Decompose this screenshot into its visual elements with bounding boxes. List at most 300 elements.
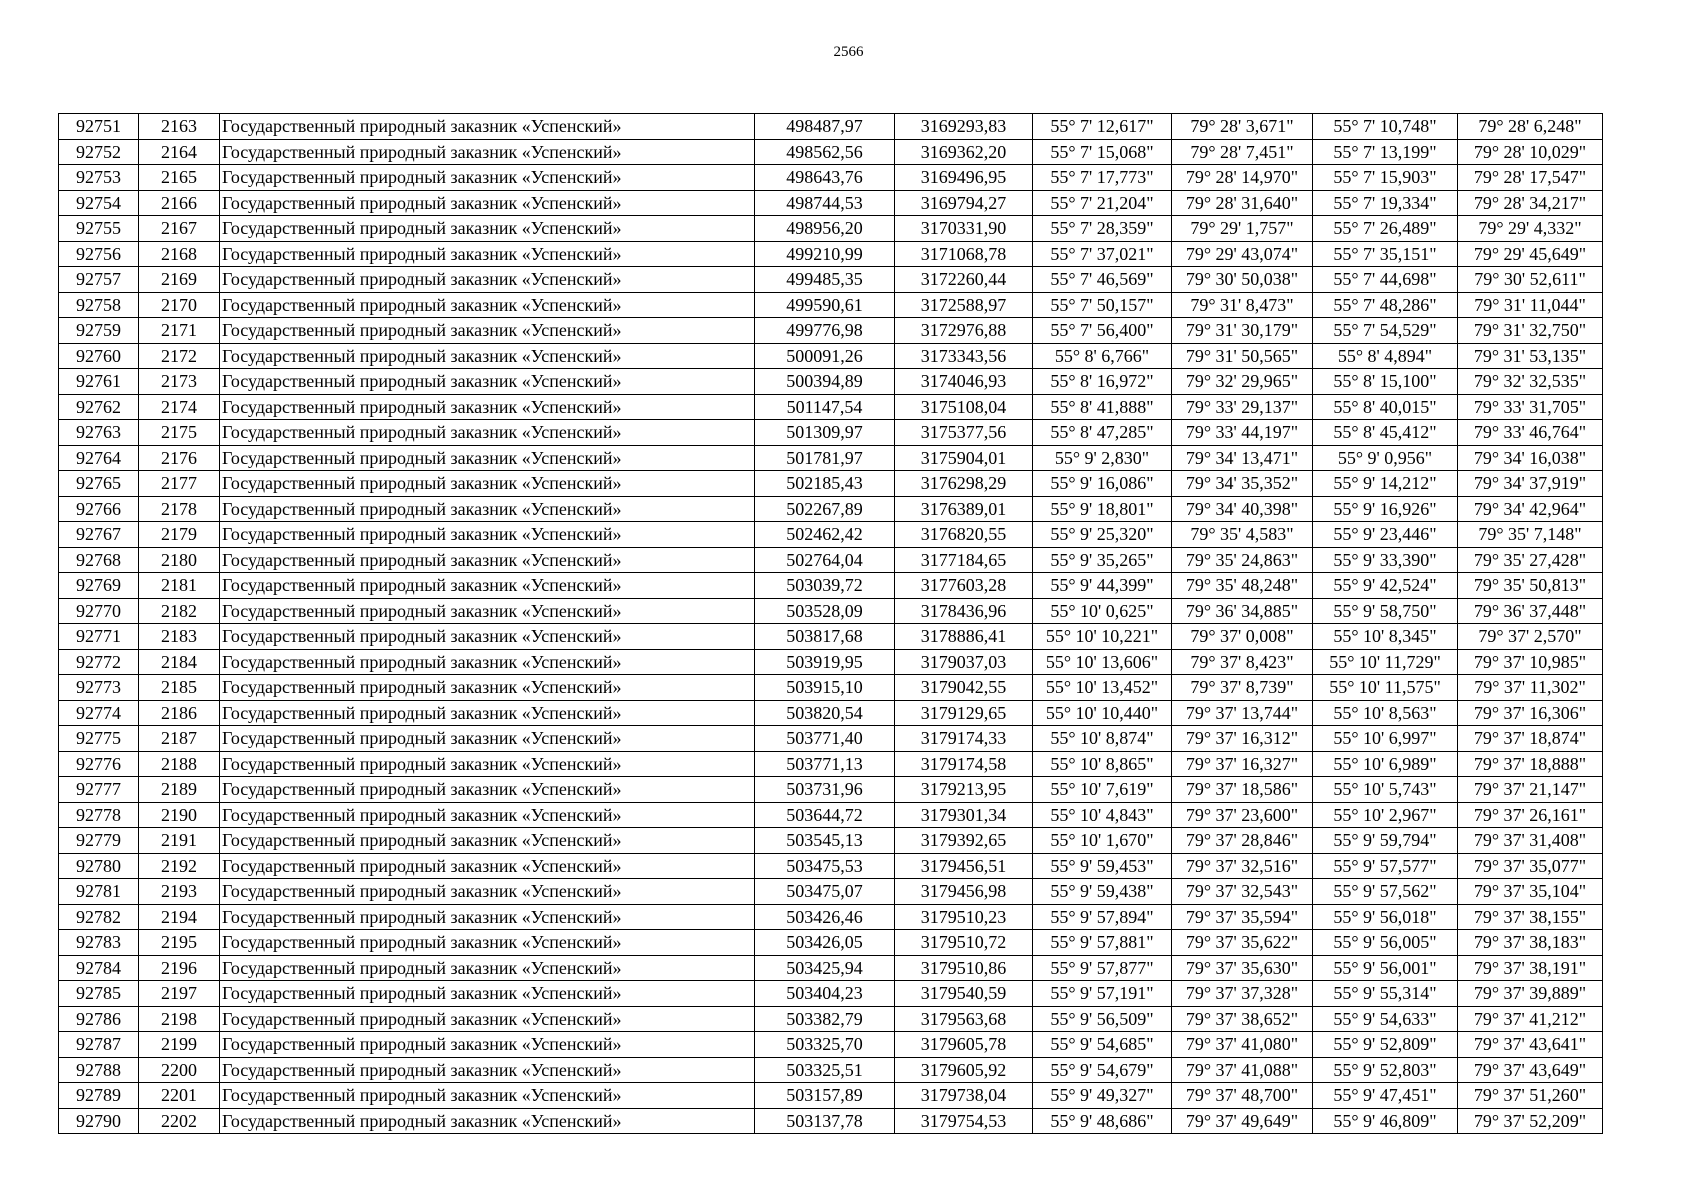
x-coordinate-cell: 503475,07 — [755, 879, 895, 905]
latitude-2-cell: 55° 9' 23,446" — [1313, 522, 1458, 548]
row-number-cell: 92761 — [59, 369, 139, 395]
table-row — [59, 318, 1603, 344]
y-coordinate-cell: 3176298,29 — [895, 471, 1033, 497]
table-row — [59, 1083, 1603, 1109]
latitude-1-cell: 55° 7' 17,773" — [1033, 165, 1172, 191]
latitude-1-cell: 55° 10' 10,440" — [1033, 700, 1172, 726]
x-coordinate-cell: 503426,05 — [755, 930, 895, 956]
longitude-1-cell: 79° 37' 35,630" — [1172, 955, 1313, 981]
table-row — [59, 1006, 1603, 1032]
latitude-1-cell: 55° 9' 59,438" — [1033, 879, 1172, 905]
latitude-2-cell: 55° 7' 48,286" — [1313, 292, 1458, 318]
table-row — [59, 981, 1603, 1007]
territory-name-cell: Государственный природный заказник «Успенский» — [220, 853, 755, 879]
table-row — [59, 879, 1603, 905]
longitude-1-cell: 79° 34' 40,398" — [1172, 496, 1313, 522]
y-coordinate-cell: 3176820,55 — [895, 522, 1033, 548]
longitude-1-cell: 79° 37' 35,594" — [1172, 904, 1313, 930]
row-number-cell: 92781 — [59, 879, 139, 905]
table-row — [59, 853, 1603, 879]
longitude-1-cell: 79° 36' 34,885" — [1172, 598, 1313, 624]
point-number-cell: 2186 — [139, 700, 220, 726]
longitude-2-cell: 79° 30' 52,611" — [1458, 267, 1603, 293]
point-number-cell: 2184 — [139, 649, 220, 675]
table-row — [59, 241, 1603, 267]
latitude-2-cell: 55° 9' 55,314" — [1313, 981, 1458, 1007]
longitude-1-cell: 79° 35' 48,248" — [1172, 573, 1313, 599]
latitude-2-cell: 55° 7' 26,489" — [1313, 216, 1458, 242]
latitude-2-cell: 55° 9' 58,750" — [1313, 598, 1458, 624]
latitude-2-cell: 55° 7' 13,199" — [1313, 139, 1458, 165]
latitude-1-cell: 55° 9' 57,894" — [1033, 904, 1172, 930]
longitude-2-cell: 79° 37' 38,191" — [1458, 955, 1603, 981]
table-row — [59, 1108, 1603, 1134]
table-row — [59, 496, 1603, 522]
y-coordinate-cell: 3179510,23 — [895, 904, 1033, 930]
latitude-1-cell: 55° 10' 7,619" — [1033, 777, 1172, 803]
latitude-1-cell: 55° 9' 35,265" — [1033, 547, 1172, 573]
row-number-cell: 92777 — [59, 777, 139, 803]
x-coordinate-cell: 503771,13 — [755, 751, 895, 777]
latitude-1-cell: 55° 10' 13,452" — [1033, 675, 1172, 701]
latitude-2-cell: 55° 9' 46,809" — [1313, 1108, 1458, 1134]
x-coordinate-cell: 503039,72 — [755, 573, 895, 599]
longitude-2-cell: 79° 37' 52,209" — [1458, 1108, 1603, 1134]
x-coordinate-cell: 503545,13 — [755, 828, 895, 854]
y-coordinate-cell: 3179540,59 — [895, 981, 1033, 1007]
row-number-cell: 92772 — [59, 649, 139, 675]
x-coordinate-cell: 499590,61 — [755, 292, 895, 318]
latitude-1-cell: 55° 7' 21,204" — [1033, 190, 1172, 216]
territory-name-cell: Государственный природный заказник «Успенский» — [220, 1108, 755, 1134]
x-coordinate-cell: 500091,26 — [755, 343, 895, 369]
point-number-cell: 2185 — [139, 675, 220, 701]
table-row — [59, 190, 1603, 216]
row-number-cell: 92767 — [59, 522, 139, 548]
latitude-2-cell: 55° 7' 10,748" — [1313, 114, 1458, 140]
longitude-1-cell: 79° 37' 49,649" — [1172, 1108, 1313, 1134]
row-number-cell: 92785 — [59, 981, 139, 1007]
territory-name-cell: Государственный природный заказник «Успенский» — [220, 904, 755, 930]
longitude-1-cell: 79° 37' 16,312" — [1172, 726, 1313, 752]
y-coordinate-cell: 3173343,56 — [895, 343, 1033, 369]
longitude-1-cell: 79° 35' 4,583" — [1172, 522, 1313, 548]
table-row — [59, 904, 1603, 930]
latitude-2-cell: 55° 10' 11,729" — [1313, 649, 1458, 675]
x-coordinate-cell: 498562,56 — [755, 139, 895, 165]
territory-name-cell: Государственный природный заказник «Успенский» — [220, 190, 755, 216]
table-row — [59, 216, 1603, 242]
territory-name-cell: Государственный природный заказник «Успенский» — [220, 1083, 755, 1109]
latitude-2-cell: 55° 9' 52,803" — [1313, 1057, 1458, 1083]
point-number-cell: 2196 — [139, 955, 220, 981]
latitude-1-cell: 55° 10' 1,670" — [1033, 828, 1172, 854]
point-number-cell: 2199 — [139, 1032, 220, 1058]
latitude-2-cell: 55° 9' 56,018" — [1313, 904, 1458, 930]
longitude-2-cell: 79° 37' 18,888" — [1458, 751, 1603, 777]
latitude-1-cell: 55° 9' 2,830" — [1033, 445, 1172, 471]
y-coordinate-cell: 3177603,28 — [895, 573, 1033, 599]
latitude-2-cell: 55° 8' 4,894" — [1313, 343, 1458, 369]
longitude-2-cell: 79° 31' 32,750" — [1458, 318, 1603, 344]
table-row — [59, 700, 1603, 726]
row-number-cell: 92753 — [59, 165, 139, 191]
table-row — [59, 624, 1603, 650]
row-number-cell: 92751 — [59, 114, 139, 140]
longitude-2-cell: 79° 35' 50,813" — [1458, 573, 1603, 599]
latitude-1-cell: 55° 9' 48,686" — [1033, 1108, 1172, 1134]
territory-name-cell: Государственный природный заказник «Успенский» — [220, 726, 755, 752]
row-number-cell: 92786 — [59, 1006, 139, 1032]
point-number-cell: 2181 — [139, 573, 220, 599]
table-row — [59, 420, 1603, 446]
x-coordinate-cell: 503475,53 — [755, 853, 895, 879]
x-coordinate-cell: 503382,79 — [755, 1006, 895, 1032]
longitude-1-cell: 79° 35' 24,863" — [1172, 547, 1313, 573]
x-coordinate-cell: 501309,97 — [755, 420, 895, 446]
point-number-cell: 2167 — [139, 216, 220, 242]
y-coordinate-cell: 3179037,03 — [895, 649, 1033, 675]
table-row — [59, 955, 1603, 981]
territory-name-cell: Государственный природный заказник «Успенский» — [220, 879, 755, 905]
longitude-2-cell: 79° 31' 11,044" — [1458, 292, 1603, 318]
x-coordinate-cell: 503404,23 — [755, 981, 895, 1007]
latitude-1-cell: 55° 9' 54,679" — [1033, 1057, 1172, 1083]
row-number-cell: 92757 — [59, 267, 139, 293]
y-coordinate-cell: 3174046,93 — [895, 369, 1033, 395]
table-row — [59, 522, 1603, 548]
x-coordinate-cell: 498487,97 — [755, 114, 895, 140]
latitude-2-cell: 55° 9' 57,577" — [1313, 853, 1458, 879]
row-number-cell: 92778 — [59, 802, 139, 828]
y-coordinate-cell: 3179510,86 — [895, 955, 1033, 981]
longitude-2-cell: 79° 37' 43,649" — [1458, 1057, 1603, 1083]
table-row — [59, 267, 1603, 293]
latitude-2-cell: 55° 9' 56,001" — [1313, 955, 1458, 981]
point-number-cell: 2166 — [139, 190, 220, 216]
longitude-2-cell: 79° 37' 41,212" — [1458, 1006, 1603, 1032]
longitude-2-cell: 79° 29' 4,332" — [1458, 216, 1603, 242]
longitude-1-cell: 79° 37' 16,327" — [1172, 751, 1313, 777]
row-number-cell: 92756 — [59, 241, 139, 267]
row-number-cell: 92764 — [59, 445, 139, 471]
row-number-cell: 92775 — [59, 726, 139, 752]
longitude-2-cell: 79° 37' 21,147" — [1458, 777, 1603, 803]
longitude-2-cell: 79° 37' 51,260" — [1458, 1083, 1603, 1109]
y-coordinate-cell: 3169496,95 — [895, 165, 1033, 191]
point-number-cell: 2174 — [139, 394, 220, 420]
page-number: 2566 — [833, 44, 864, 60]
latitude-1-cell: 55° 9' 56,509" — [1033, 1006, 1172, 1032]
table-row — [59, 139, 1603, 165]
point-number-cell: 2188 — [139, 751, 220, 777]
table-row — [59, 471, 1603, 497]
row-number-cell: 92788 — [59, 1057, 139, 1083]
point-number-cell: 2194 — [139, 904, 220, 930]
territory-name-cell: Государственный природный заказник «Успенский» — [220, 318, 755, 344]
row-number-cell: 92783 — [59, 930, 139, 956]
territory-name-cell: Государственный природный заказник «Успенский» — [220, 1057, 755, 1083]
longitude-2-cell: 79° 28' 10,029" — [1458, 139, 1603, 165]
latitude-2-cell: 55° 10' 11,575" — [1313, 675, 1458, 701]
longitude-1-cell: 79° 33' 44,197" — [1172, 420, 1313, 446]
territory-name-cell: Государственный природный заказник «Успенский» — [220, 267, 755, 293]
point-number-cell: 2179 — [139, 522, 220, 548]
point-number-cell: 2183 — [139, 624, 220, 650]
x-coordinate-cell: 503528,09 — [755, 598, 895, 624]
latitude-2-cell: 55° 7' 44,698" — [1313, 267, 1458, 293]
longitude-2-cell: 79° 37' 16,306" — [1458, 700, 1603, 726]
territory-name-cell: Государственный природный заказник «Успенский» — [220, 573, 755, 599]
longitude-2-cell: 79° 37' 2,570" — [1458, 624, 1603, 650]
longitude-1-cell: 79° 37' 41,080" — [1172, 1032, 1313, 1058]
longitude-1-cell: 79° 29' 43,074" — [1172, 241, 1313, 267]
territory-name-cell: Государственный природный заказник «Успенский» — [220, 1032, 755, 1058]
row-number-cell: 92774 — [59, 700, 139, 726]
x-coordinate-cell: 499485,35 — [755, 267, 895, 293]
row-number-cell: 92789 — [59, 1083, 139, 1109]
row-number-cell: 92790 — [59, 1108, 139, 1134]
longitude-1-cell: 79° 31' 50,565" — [1172, 343, 1313, 369]
x-coordinate-cell: 500394,89 — [755, 369, 895, 395]
longitude-2-cell: 79° 37' 11,302" — [1458, 675, 1603, 701]
longitude-1-cell: 79° 37' 32,516" — [1172, 853, 1313, 879]
latitude-2-cell: 55° 9' 52,809" — [1313, 1032, 1458, 1058]
table-row — [59, 1057, 1603, 1083]
y-coordinate-cell: 3179213,95 — [895, 777, 1033, 803]
latitude-1-cell: 55° 9' 49,327" — [1033, 1083, 1172, 1109]
latitude-1-cell: 55° 10' 8,874" — [1033, 726, 1172, 752]
latitude-2-cell: 55° 7' 15,903" — [1313, 165, 1458, 191]
longitude-2-cell: 79° 33' 46,764" — [1458, 420, 1603, 446]
longitude-1-cell: 79° 37' 41,088" — [1172, 1057, 1313, 1083]
territory-name-cell: Государственный природный заказник «Успенский» — [220, 547, 755, 573]
longitude-1-cell: 79° 37' 23,600" — [1172, 802, 1313, 828]
table-row — [59, 343, 1603, 369]
territory-name-cell: Государственный природный заказник «Успенский» — [220, 445, 755, 471]
y-coordinate-cell: 3179174,33 — [895, 726, 1033, 752]
point-number-cell: 2177 — [139, 471, 220, 497]
longitude-1-cell: 79° 34' 35,352" — [1172, 471, 1313, 497]
table-row — [59, 777, 1603, 803]
longitude-2-cell: 79° 34' 37,919" — [1458, 471, 1603, 497]
longitude-1-cell: 79° 33' 29,137" — [1172, 394, 1313, 420]
longitude-2-cell: 79° 37' 43,641" — [1458, 1032, 1603, 1058]
x-coordinate-cell: 503325,70 — [755, 1032, 895, 1058]
territory-name-cell: Государственный природный заказник «Успенский» — [220, 1006, 755, 1032]
territory-name-cell: Государственный природный заказник «Успенский» — [220, 394, 755, 420]
latitude-1-cell: 55° 9' 44,399" — [1033, 573, 1172, 599]
y-coordinate-cell: 3179605,92 — [895, 1057, 1033, 1083]
table-row — [59, 165, 1603, 191]
point-number-cell: 2202 — [139, 1108, 220, 1134]
latitude-2-cell: 55° 8' 15,100" — [1313, 369, 1458, 395]
y-coordinate-cell: 3178436,96 — [895, 598, 1033, 624]
row-number-cell: 92763 — [59, 420, 139, 446]
territory-name-cell: Государственный природный заказник «Успенский» — [220, 343, 755, 369]
latitude-1-cell: 55° 7' 28,359" — [1033, 216, 1172, 242]
longitude-2-cell: 79° 37' 35,077" — [1458, 853, 1603, 879]
y-coordinate-cell: 3179392,65 — [895, 828, 1033, 854]
row-number-cell: 92782 — [59, 904, 139, 930]
y-coordinate-cell: 3179738,04 — [895, 1083, 1033, 1109]
point-number-cell: 2197 — [139, 981, 220, 1007]
latitude-1-cell: 55° 7' 56,400" — [1033, 318, 1172, 344]
latitude-1-cell: 55° 10' 13,606" — [1033, 649, 1172, 675]
y-coordinate-cell: 3179754,53 — [895, 1108, 1033, 1134]
longitude-2-cell: 79° 36' 37,448" — [1458, 598, 1603, 624]
row-number-cell: 92766 — [59, 496, 139, 522]
latitude-1-cell: 55° 7' 15,068" — [1033, 139, 1172, 165]
x-coordinate-cell: 499776,98 — [755, 318, 895, 344]
latitude-1-cell: 55° 9' 57,877" — [1033, 955, 1172, 981]
y-coordinate-cell: 3179456,51 — [895, 853, 1033, 879]
table-row — [59, 369, 1603, 395]
longitude-1-cell: 79° 37' 13,744" — [1172, 700, 1313, 726]
y-coordinate-cell: 3171068,78 — [895, 241, 1033, 267]
latitude-1-cell: 55° 9' 25,320" — [1033, 522, 1172, 548]
territory-name-cell: Государственный природный заказник «Успенский» — [220, 369, 755, 395]
row-number-cell: 92762 — [59, 394, 139, 420]
x-coordinate-cell: 502185,43 — [755, 471, 895, 497]
latitude-2-cell: 55° 9' 56,005" — [1313, 930, 1458, 956]
territory-name-cell: Государственный природный заказник «Успенский» — [220, 471, 755, 497]
territory-name-cell: Государственный природный заказник «Успенский» — [220, 777, 755, 803]
latitude-1-cell: 55° 8' 16,972" — [1033, 369, 1172, 395]
territory-name-cell: Государственный природный заказник «Успенский» — [220, 675, 755, 701]
table-row — [59, 292, 1603, 318]
y-coordinate-cell: 3179174,58 — [895, 751, 1033, 777]
longitude-2-cell: 79° 28' 17,547" — [1458, 165, 1603, 191]
x-coordinate-cell: 503157,89 — [755, 1083, 895, 1109]
latitude-2-cell: 55° 7' 54,529" — [1313, 318, 1458, 344]
territory-name-cell: Государственный природный заказник «Успенский» — [220, 828, 755, 854]
longitude-1-cell: 79° 37' 32,543" — [1172, 879, 1313, 905]
latitude-1-cell: 55° 9' 57,881" — [1033, 930, 1172, 956]
latitude-2-cell: 55° 10' 8,345" — [1313, 624, 1458, 650]
point-number-cell: 2200 — [139, 1057, 220, 1083]
latitude-2-cell: 55° 9' 16,926" — [1313, 496, 1458, 522]
table-row — [59, 598, 1603, 624]
latitude-1-cell: 55° 9' 54,685" — [1033, 1032, 1172, 1058]
coordinates-table — [58, 113, 1603, 1134]
point-number-cell: 2193 — [139, 879, 220, 905]
latitude-2-cell: 55° 9' 59,794" — [1313, 828, 1458, 854]
x-coordinate-cell: 503426,46 — [755, 904, 895, 930]
point-number-cell: 2187 — [139, 726, 220, 752]
latitude-1-cell: 55° 7' 50,157" — [1033, 292, 1172, 318]
table-row — [59, 1032, 1603, 1058]
row-number-cell: 92768 — [59, 547, 139, 573]
table-row — [59, 675, 1603, 701]
x-coordinate-cell: 503325,51 — [755, 1057, 895, 1083]
territory-name-cell: Государственный природный заказник «Успенский» — [220, 522, 755, 548]
longitude-2-cell: 79° 31' 53,135" — [1458, 343, 1603, 369]
longitude-1-cell: 79° 37' 48,700" — [1172, 1083, 1313, 1109]
territory-name-cell: Государственный природный заказник «Успенский» — [220, 751, 755, 777]
point-number-cell: 2171 — [139, 318, 220, 344]
point-number-cell: 2173 — [139, 369, 220, 395]
latitude-2-cell: 55° 9' 57,562" — [1313, 879, 1458, 905]
longitude-2-cell: 79° 37' 31,408" — [1458, 828, 1603, 854]
point-number-cell: 2169 — [139, 267, 220, 293]
point-number-cell: 2165 — [139, 165, 220, 191]
latitude-2-cell: 55° 7' 35,151" — [1313, 241, 1458, 267]
table-row — [59, 445, 1603, 471]
latitude-2-cell: 55° 7' 19,334" — [1313, 190, 1458, 216]
y-coordinate-cell: 3169362,20 — [895, 139, 1033, 165]
latitude-2-cell: 55° 10' 5,743" — [1313, 777, 1458, 803]
point-number-cell: 2170 — [139, 292, 220, 318]
table-row — [59, 573, 1603, 599]
row-number-cell: 92760 — [59, 343, 139, 369]
longitude-2-cell: 79° 34' 42,964" — [1458, 496, 1603, 522]
table-body — [59, 114, 1603, 1134]
territory-name-cell: Государственный природный заказник «Успенский» — [220, 930, 755, 956]
latitude-1-cell: 55° 8' 41,888" — [1033, 394, 1172, 420]
point-number-cell: 2198 — [139, 1006, 220, 1032]
y-coordinate-cell: 3178886,41 — [895, 624, 1033, 650]
point-number-cell: 2164 — [139, 139, 220, 165]
territory-name-cell: Государственный природный заказник «Успенский» — [220, 955, 755, 981]
y-coordinate-cell: 3169794,27 — [895, 190, 1033, 216]
longitude-2-cell: 79° 28' 34,217" — [1458, 190, 1603, 216]
row-number-cell: 92780 — [59, 853, 139, 879]
latitude-1-cell: 55° 10' 0,625" — [1033, 598, 1172, 624]
latitude-1-cell: 55° 10' 8,865" — [1033, 751, 1172, 777]
row-number-cell: 92759 — [59, 318, 139, 344]
point-number-cell: 2192 — [139, 853, 220, 879]
longitude-2-cell: 79° 37' 39,889" — [1458, 981, 1603, 1007]
table-row — [59, 726, 1603, 752]
territory-name-cell: Государственный природный заказник «Успенский» — [220, 700, 755, 726]
longitude-1-cell: 79° 37' 28,846" — [1172, 828, 1313, 854]
longitude-2-cell: 79° 28' 6,248" — [1458, 114, 1603, 140]
latitude-1-cell: 55° 9' 59,453" — [1033, 853, 1172, 879]
x-coordinate-cell: 498744,53 — [755, 190, 895, 216]
territory-name-cell: Государственный природный заказник «Успенский» — [220, 598, 755, 624]
x-coordinate-cell: 503137,78 — [755, 1108, 895, 1134]
y-coordinate-cell: 3172588,97 — [895, 292, 1033, 318]
row-number-cell: 92784 — [59, 955, 139, 981]
latitude-1-cell: 55° 8' 47,285" — [1033, 420, 1172, 446]
table-row — [59, 394, 1603, 420]
longitude-2-cell: 79° 32' 32,535" — [1458, 369, 1603, 395]
longitude-2-cell: 79° 35' 27,428" — [1458, 547, 1603, 573]
latitude-2-cell: 55° 9' 54,633" — [1313, 1006, 1458, 1032]
latitude-2-cell: 55° 8' 45,412" — [1313, 420, 1458, 446]
x-coordinate-cell: 502462,42 — [755, 522, 895, 548]
point-number-cell: 2163 — [139, 114, 220, 140]
row-number-cell: 92773 — [59, 675, 139, 701]
y-coordinate-cell: 3177184,65 — [895, 547, 1033, 573]
latitude-2-cell: 55° 10' 6,997" — [1313, 726, 1458, 752]
point-number-cell: 2180 — [139, 547, 220, 573]
longitude-1-cell: 79° 34' 13,471" — [1172, 445, 1313, 471]
longitude-2-cell: 79° 37' 38,155" — [1458, 904, 1603, 930]
y-coordinate-cell: 3179042,55 — [895, 675, 1033, 701]
y-coordinate-cell: 3179129,65 — [895, 700, 1033, 726]
latitude-1-cell: 55° 9' 18,801" — [1033, 496, 1172, 522]
longitude-1-cell: 79° 37' 38,652" — [1172, 1006, 1313, 1032]
point-number-cell: 2190 — [139, 802, 220, 828]
point-number-cell: 2191 — [139, 828, 220, 854]
row-number-cell: 92769 — [59, 573, 139, 599]
y-coordinate-cell: 3179563,68 — [895, 1006, 1033, 1032]
table-row — [59, 751, 1603, 777]
row-number-cell: 92755 — [59, 216, 139, 242]
latitude-1-cell: 55° 9' 16,086" — [1033, 471, 1172, 497]
